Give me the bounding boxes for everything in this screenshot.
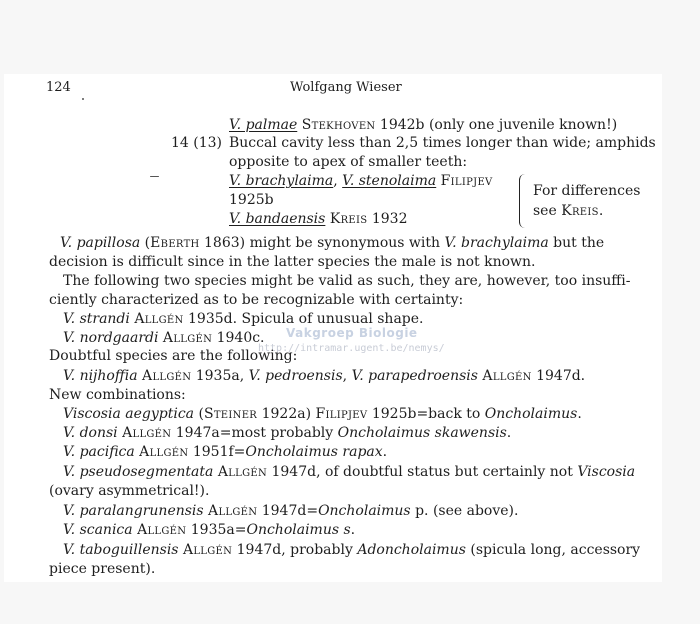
comma: ,	[333, 173, 338, 189]
author-name: Allgén	[139, 444, 189, 460]
text: 1947d.	[531, 368, 586, 384]
author-name: Steiner	[203, 406, 258, 422]
running-head-author: Wolfgang Wieser	[290, 80, 402, 95]
watermark-url: http://intramar.ugent.be/nemys/	[258, 343, 445, 354]
text: but the	[548, 235, 605, 251]
species-name: Oncholaimus	[484, 406, 578, 422]
paragraph-line: ciently characterized as to be recognizable with certainty:	[49, 292, 464, 308]
speck	[82, 98, 84, 100]
text: 1863) might be synonymous with	[199, 235, 445, 251]
species-name: V. paralangrunensis	[63, 503, 204, 519]
note-text: .	[598, 203, 604, 219]
author-name: Allgén	[482, 368, 532, 384]
text: 1925b=back to	[367, 406, 485, 422]
text: .	[577, 406, 582, 422]
species-name: V. nijhoffia	[63, 368, 138, 384]
author-name: Stekhoven	[301, 117, 376, 133]
text: 1947d, of doubtful status but certainly not	[267, 464, 578, 480]
key-line-bandaensis	[229, 211, 408, 228]
species-name: Oncholaimus rapax	[245, 444, 383, 460]
text: p. (see above).	[410, 503, 519, 519]
key-line-amphids: opposite to apex of smaller teeth:	[229, 154, 468, 170]
species-name: V. pacifica	[63, 444, 135, 460]
species-name: V. bandaensis	[229, 211, 326, 227]
paragraph-line	[63, 406, 582, 423]
species-name: V. strandi	[63, 311, 130, 327]
text: .	[506, 425, 512, 441]
species-name: Oncholaimus skawensis	[337, 425, 507, 441]
paragraph-line	[60, 235, 604, 252]
species-name: V. brachylaima	[229, 173, 334, 189]
species-name: Oncholaimus	[318, 503, 411, 519]
species-name: Adoncholaimus	[357, 542, 466, 558]
speck	[150, 176, 159, 177]
text: 1935d. Spicula of unusual shape.	[183, 311, 424, 327]
author-name: Allgén	[217, 464, 268, 480]
author-name: Allgén	[208, 503, 258, 519]
text: (spicula long, accessory	[465, 542, 641, 558]
text: 1940c.	[212, 330, 265, 346]
species-name: V. taboguillensis	[63, 542, 179, 558]
species-name: V. pedroensis	[248, 368, 343, 384]
page-number: 124	[46, 80, 71, 95]
species-name: Viscosia	[577, 464, 636, 480]
species-name: V. brachylaima	[444, 235, 549, 251]
author-name: Allgén	[134, 311, 184, 327]
text: .	[350, 522, 356, 538]
note-text: see	[533, 203, 562, 219]
author-name: Filipjev	[440, 173, 493, 189]
brace-note-line2	[533, 203, 603, 220]
paragraph-line	[63, 522, 355, 539]
curly-brace-icon	[519, 174, 528, 228]
author-name: Allgén	[142, 368, 192, 384]
paragraph-line: decision is difficult since in the latter species the male is not known.	[49, 254, 536, 270]
paragraph-line: Doubtful species are the following:	[49, 348, 298, 364]
line-text: 1942b (only one juvenile known!)	[375, 117, 618, 133]
text: 1922a)	[257, 406, 316, 422]
paragraph-line	[63, 330, 265, 347]
species-name: V. nordgaardi	[63, 330, 159, 346]
key-couplet-number: 14 (13)	[171, 135, 223, 151]
species-name: V. palmae	[229, 117, 298, 133]
author-name: Allgén	[182, 542, 233, 558]
author-name: Allgén	[162, 330, 213, 346]
paragraph-line	[63, 542, 640, 559]
author-name: Kreis	[561, 203, 599, 219]
species-name: V. parapedroensis	[351, 368, 478, 384]
paragraph-line: The following two species might be valid as such, they are, however, too insuffi-	[63, 273, 631, 289]
text: 1935a,	[191, 368, 249, 384]
text: 1951f=	[188, 444, 246, 460]
species-name: V. papillosa	[60, 235, 141, 251]
key-line-buccal: Buccal cavity less than 2,5 times longer than wide; amphids	[229, 135, 656, 151]
paragraph-line: piece present).	[49, 561, 156, 577]
brace-note-line1: For differences	[533, 183, 641, 199]
paragraph-line	[63, 368, 585, 385]
paragraph-line: New combinations:	[49, 387, 186, 403]
paragraph-line	[63, 425, 511, 442]
author-name: Allgén	[122, 425, 172, 441]
author-name: Eberth	[150, 235, 200, 251]
text: (	[140, 235, 151, 251]
paragraph-line	[63, 503, 518, 520]
species-name: V. scanica	[63, 522, 133, 538]
species-name: Oncholaimus s	[246, 522, 351, 538]
text: (	[194, 406, 204, 422]
text: 1935a=	[186, 522, 247, 538]
paragraph-line	[63, 444, 387, 461]
species-name: Viscosia aegyptica	[63, 406, 195, 422]
author-name: Filipjev	[315, 406, 368, 422]
text: ,	[342, 368, 352, 384]
key-line-brachylaima	[229, 173, 493, 190]
species-name: V. donsi	[63, 425, 118, 441]
key-line-year: 1925b	[229, 192, 274, 208]
text: 1947d=	[257, 503, 319, 519]
paragraph-line	[63, 464, 635, 481]
watermark-org: Vakgroep Biologie	[286, 326, 418, 340]
text: .	[382, 444, 388, 460]
text: 1947a=most probably	[171, 425, 338, 441]
paragraph-line	[63, 311, 424, 328]
author-name: Allgén	[137, 522, 187, 538]
species-name: V. pseudosegmentata	[63, 464, 214, 480]
key-line-palmae	[229, 117, 617, 134]
species-name: V. stenolaima	[342, 173, 437, 189]
text: 1947d, probably	[232, 542, 358, 558]
author-name: Kreis	[329, 211, 368, 227]
year: 1932	[371, 211, 408, 227]
paragraph-line: (ovary asymmetrical!).	[49, 483, 210, 499]
